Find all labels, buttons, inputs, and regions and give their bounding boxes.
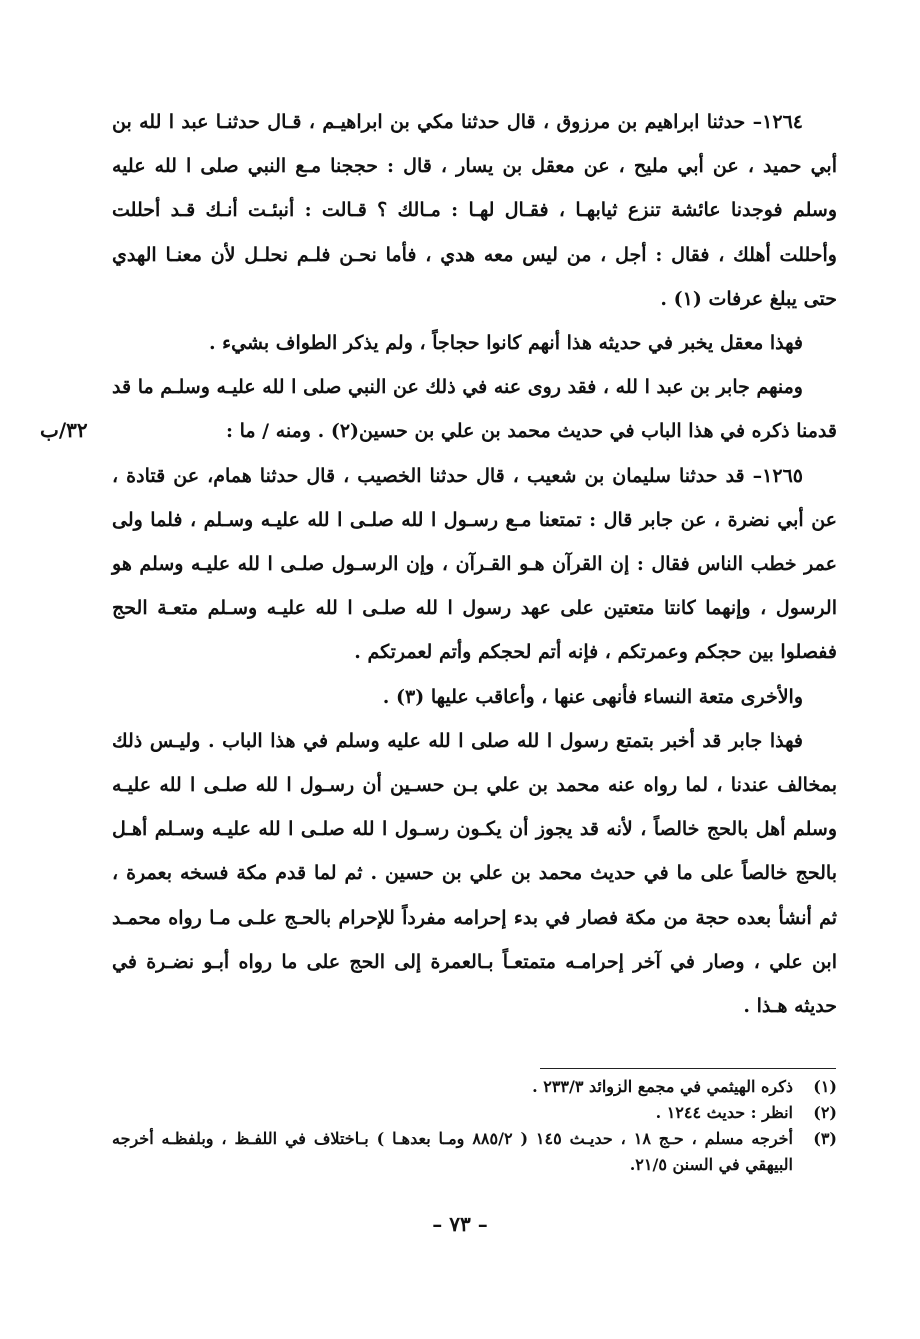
paragraph-jabir-intro: ومنهم جابر بن عبد ا لله ، فقد روى عنه في ذلك عن النبي صلى ا لله عليـه وسلـم ما قد قدمنا ذكره في هذا الباب في حديث محمد بن علي بن حسين(٢) . ومنه / ما : (112, 376, 837, 443)
paragraph-commentary-maqil: فهذا معقل يخبر في حديثه هذا أنهم كانوا حجاجاً ، ولم يذكر الطواف بشيء . (208, 332, 803, 355)
paragraph-hadith-1264: ١٢٦٤– حدثنا ابراهيم بن مرزوق ، قال حدثنا مكي بن ابراهيـم ، قـال حدثنـا عبد ا لله بن أبي حميد ، عن أبي مليح ، عن معقل بن يسار ، قال : حججنا مـع النبي صلى ا لله عليه وسلم فوجدنا عائشة تنزع ثيابهـا ، فقـال لهـا : مـالك ؟ قـالت : أنبئـت أنـك قـد أحللت وأحللت أهلك ، فقال : أجل ، من ليس معه هدي ، فأما نحـن فلـم نحلـل لأن معنـا الهدي حتى يبلغ عرفات (١) . (112, 111, 837, 310)
footnotes-section (112, 1074, 837, 1178)
paragraph-commentary-jabir: فهذا جابر قد أخبر بتمتع رسول ا لله صلى ا لله عليه وسلم في هذا الباب . وليـس ذلك بمخالف عندنا ، لما رواه عنه محمد بن علي بـن حسـين أن رسـول ا لله صلـى ا لله عليـه وسلم أهل بالحج خالصاً ، لأنه قد يجوز أن يكـون رسـول ا لله صلـى ا لله عليـه وسـلم أهـل بالحج خالصاً على ما في حديث محمد بن علي بن حسين . ثم لما قدم مكة فسخه بعمرة ، ثم أنشأ بعده حجة من مكة فصار في بدء إحرامه مفرداً للإحرام بالحـج علـى مـا رواه محمـد ابن علي ، وصار في آخر إحرامـه متمتعـاً بـالعمرة إلى الحج على ما رواه أبـو نضـرة في حديثه هـذا . (112, 729, 837, 1018)
footnote-text: أخرجه مسلم ، حـج ١٨ ، حديـث ١٤٥ ( ٨٨٥/٢ ومـا بعدهـا ) بـاختلاف في اللفـظ ، وبلفظـه أخرجه البيهقي في السنن ٢١/٥. (112, 1129, 794, 1174)
footnote-item (112, 1074, 837, 1100)
footnote-number: (٣) (813, 1129, 837, 1148)
footnote-divider (540, 1068, 836, 1069)
paragraph-mutah-nisa: والأخرى متعة النساء فأنهى عنها ، وأعاقب عليها (٣) . (382, 685, 803, 708)
footnote-text: ذكره الهيثمي في مجمع الزوائد ٢٣٣/٣ . (532, 1077, 793, 1096)
footnote-item (112, 1126, 837, 1178)
page-number: – ٧٣ – (432, 1212, 488, 1236)
footnote-text: انظر : حديث ١٢٤٤ . (655, 1103, 793, 1122)
footnote-number: (١) (813, 1077, 837, 1096)
footnote-item (112, 1100, 837, 1126)
footnote-number: (٢) (813, 1103, 837, 1122)
main-text-body (112, 100, 837, 1028)
folio-margin-note: ٣٢/ب (40, 418, 88, 442)
paragraph-hadith-1265: ١٢٦٥– قد حدثنا سليمان بن شعيب ، قال حدثنا الخصيب ، قال حدثنا همام، عن قتادة ، عن أبي نضرة ، عن جابر قال : تمتعنا مـع رسـول ا لله صلـى ا لله عليـه وسـلم ، فلما ولى عمر خطب الناس فقال : إن القرآن هـو القـرآن ، وإن الرسـول صلـى ا لله عليـه وسلم هو الرسول ، وإنهما كانتا متعتين على عهد رسول ا لله صلـى ا لله عليـه وسـلم متعـة الحج ففصلوا بين حجكم وعمرتكم ، فإنه أتم لحجكم وأتم لعمرتكم . (112, 464, 837, 664)
